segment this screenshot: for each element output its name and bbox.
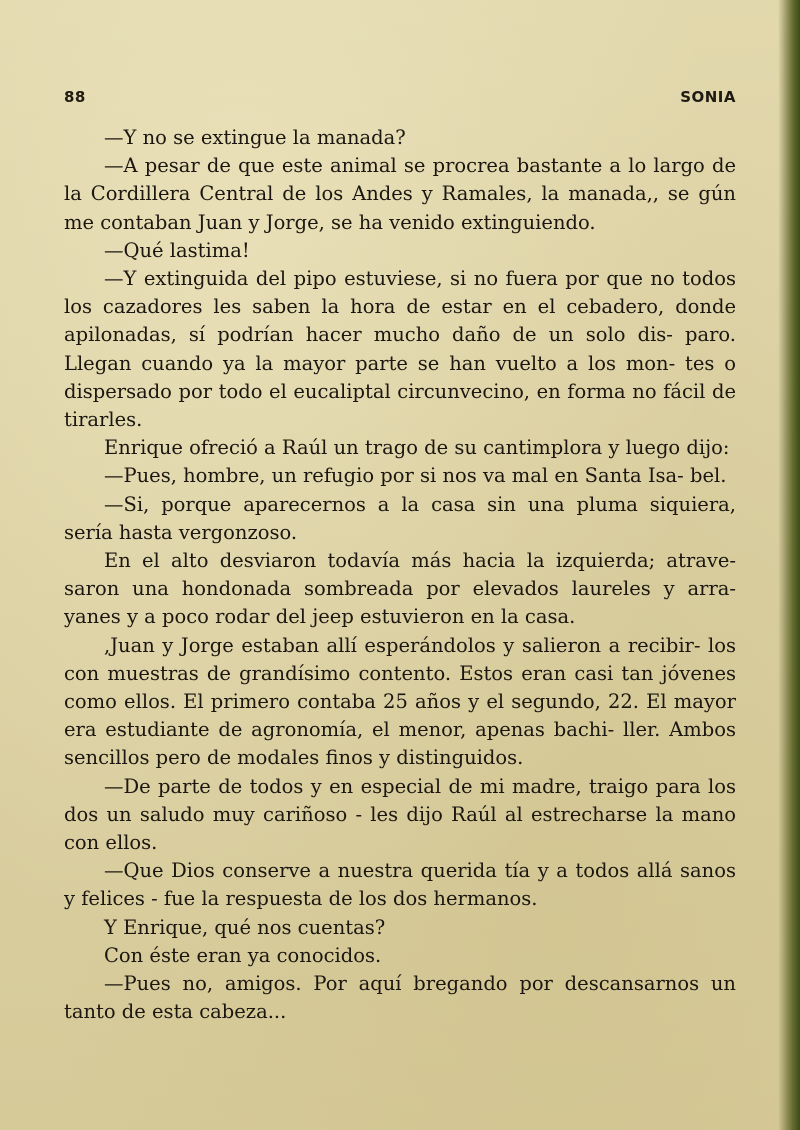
paragraph: Enrique ofreció a Raúl un trago de su cantimplora y luego dijo: (104, 436, 730, 460)
paragraph: Con éste eran ya conocidos. (104, 943, 382, 967)
paragraph: —Qué lastima! (104, 238, 250, 262)
paragraph: Y Enrique, qué nos cuentas? (104, 915, 386, 939)
paragraph: —Que Dios conserve a nuestra querida tía y a todos allá sanos y felices - fue la respuesta de los dos hermanos. (64, 859, 736, 911)
paragraph: —Pues no, amigos. Por aquí bregando por descansarnos un tanto de esta cabeza... (64, 972, 736, 1024)
page-number: 88 (64, 88, 86, 106)
paragraph: —Y no se extingue la manada? (104, 126, 406, 149)
running-title: SONIA (680, 88, 736, 106)
paragraph: —Si, porque aparecernos a la casa sin una pluma siquiera, sería hasta vergonzoso. (64, 492, 736, 544)
body-text (64, 124, 736, 1027)
paragraph: En el alto desviaron todavía más hacia la izquierda; atrave- saron una hondonada sombreada por elevados laureles y arra- yanes y a poco rodar del jeep estuvieron en la casa. (64, 549, 736, 629)
paragraph: —A pesar de que este animal se procrea bastante a lo largo de la Cordillera Central de los Andes y Ramales, la manada,, se gún me contaban Juan y Jorge, se ha venido extinguiendo. (64, 154, 736, 234)
paragraph: —De parte de todos y en especial de mi madre, traigo para los dos un saludo muy cariñoso - les dijo Raúl al estrecharse la mano con ellos. (64, 774, 736, 855)
paragraph: —Pues, hombre, un refugio por si nos va mal en Santa Isa- bel. (104, 464, 727, 488)
paragraph: —Y extinguida del pipo estuviese, si no fuera por que no todos los cazadores les saben la hora de estar en el cebadero, donde apilonadas, sí podrían hacer mucho daño de un solo dis- paro. Llegan cuando ya la mayor parte se han vuelto a los mon- tes o dispersado por todo el eucaliptal circunvecino, en forma no fácil de tirarles. (64, 267, 736, 432)
page-edge-shadow (778, 0, 800, 1130)
paragraph: ,Juan y Jorge estaban allí esperándolos y salieron a recibir- los con muestras de grandísimo contento. Estos eran casi tan jóvenes como ellos. El primero contaba 25 años y el segundo, 22. El mayor era estudiante de agronomía, el menor, apenas bachi- ller. Ambos sencillos pero de modales finos y distinguidos. (64, 633, 736, 770)
page-header (64, 88, 736, 110)
